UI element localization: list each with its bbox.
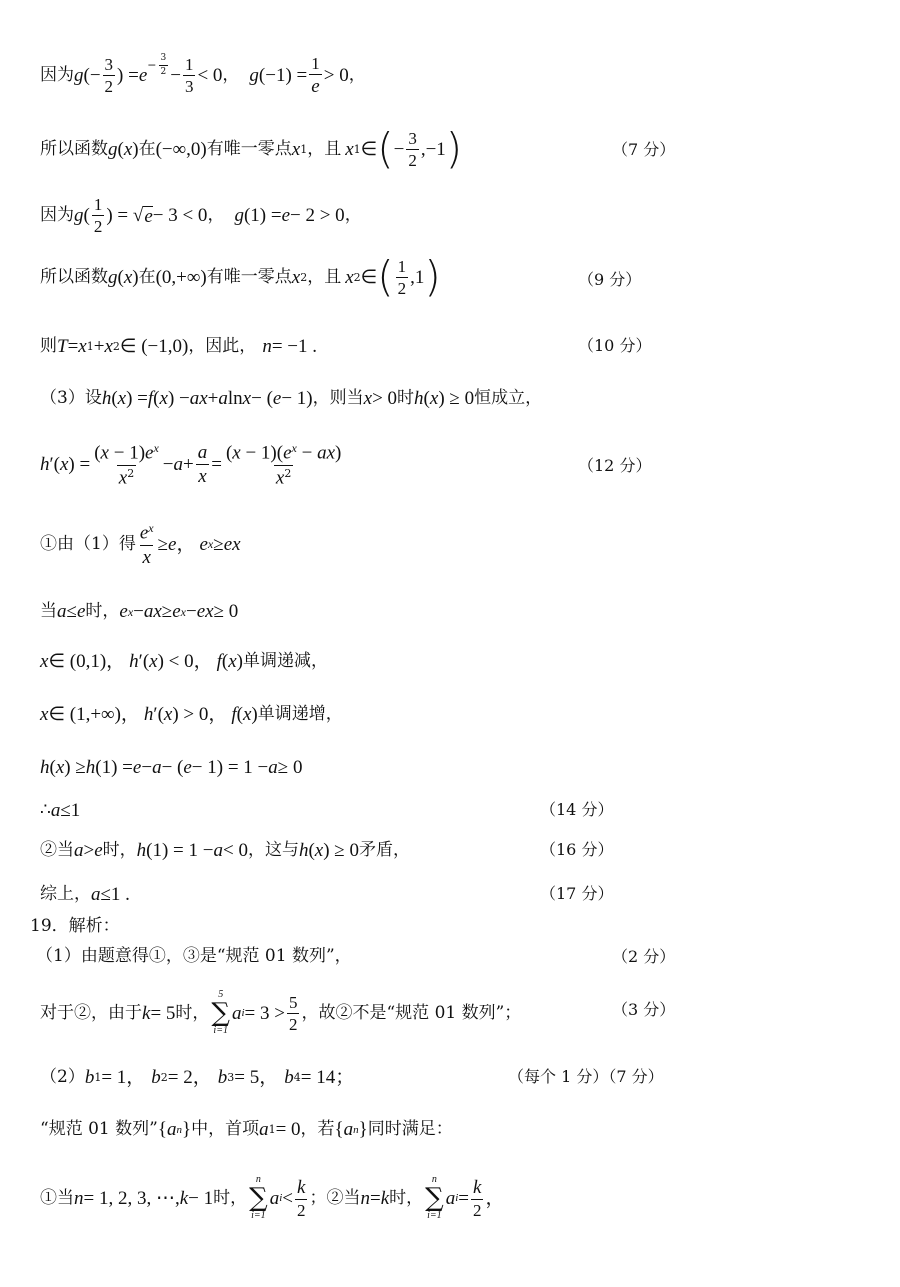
text: 同时满足： — [367, 1119, 453, 1139]
text: ， — [348, 65, 366, 85]
line-13: ∴ a ≤1 — [40, 800, 81, 821]
text: 19．解析： — [30, 916, 120, 936]
line-3: 因为 g ( $\frac{1}{2}$ ) = √ e − 3 < 0 ， g (1) = e − 2 > 0 ， — [40, 195, 362, 236]
text: 所以函数 — [40, 138, 108, 159]
score-9: （9 分） — [578, 270, 642, 289]
score-3: （3 分） — [612, 1000, 676, 1019]
text: ②当 — [40, 840, 74, 860]
line-9: 当 a ≤ e 时， e x − ax ≥ e x − ex ≥ 0 — [40, 601, 239, 622]
text: ，则当 — [312, 388, 364, 408]
text: 因为 — [40, 65, 74, 85]
line-4: 所以函数 g ( x ) 在 (0,+∞) 有唯一零点 x 2 ，且 x 2 ∈ ( $\frac{1}{2}$ ,1 ) — [40, 252, 441, 301]
score-10: （10 分） — [578, 336, 652, 355]
text: ，这与 — [247, 840, 299, 860]
line-2: 所以函数 g ( x ) 在 (−∞,0) 有唯一零点 x 1 ，且 x 1 ∈ ( − $\frac{3}{2}$ ,−1 ) — [40, 124, 463, 173]
text: 单调递增， — [257, 704, 343, 724]
text: 恒成立， — [474, 388, 543, 408]
text: 中，首项 — [191, 1119, 260, 1139]
text: （1）由题意得①，③是“规范 01 数列”， — [36, 946, 352, 966]
line-6: （3）设 h ( x ) = f ( x ) − ax + a ln x − ( e − 1) ，则当 x > 0 时 h ( x ) ≥ 0 恒成立， — [40, 388, 543, 409]
score-16: （16 分） — [540, 840, 614, 859]
score-2: （2 分） — [612, 947, 676, 966]
text: 有唯一零点 — [206, 266, 292, 287]
text: ①由（1）得 — [40, 533, 136, 554]
text: ①当 — [40, 1187, 74, 1208]
text: 对于②，由于 — [40, 1002, 142, 1023]
line-8: ①由（1）得 $\frac{e^x}{x}$ ≥ e ， e x ≥ ex — [40, 521, 241, 568]
line-1: 因为 g (− $\frac{3}{2}$ ) = e $^{- \frac{3}{2}}$ − $\frac{1}{3}$ < 0 ， g (−1) = $\frac{1}{e}$ > 0 ， — [40, 53, 366, 97]
score-each: （每个 1 分）（7 分） — [508, 1067, 664, 1086]
line-11: x ∈ (1,+∞)， h ′( x ) > 0， f ( x ) 单调递增， — [40, 704, 343, 725]
text: 所以函数 — [40, 266, 108, 287]
score-7: （7 分） — [612, 140, 676, 159]
text: 单调递减， — [243, 651, 328, 671]
text: 在 — [138, 138, 156, 159]
text: （3）设 — [40, 388, 102, 408]
line-17 — [36, 948, 352, 965]
line-15: 综上， a ≤1 . — [40, 884, 130, 905]
text: 时 — [397, 388, 415, 408]
text: ，若 — [300, 1119, 335, 1139]
line-14: ②当 a > e 时， h (1) = 1 − a < 0 ，这与 h ( x ) ≥ 0 矛盾， — [40, 840, 410, 861]
text: 因为 — [40, 205, 74, 225]
text: 综上， — [40, 884, 91, 904]
line-12: h ( x ) ≥ h (1) = e − a − ( e − 1) = 1 − a ≥ 0 — [40, 757, 303, 778]
score-17: （17 分） — [540, 884, 614, 903]
text: 有唯一零点 — [206, 138, 292, 159]
text: “规范 01 数列” — [40, 1119, 158, 1139]
score-12: （12 分） — [578, 456, 652, 475]
line-18: 对于②，由于 k = 5 时， 5 ∑ i=1 a i = 3 > $\frac{5}{2}$ ，故②不是“规范 01 数列”； — [40, 989, 522, 1036]
text: ，且 — [307, 266, 342, 287]
text: 矛盾， — [359, 840, 410, 860]
text: （2） — [40, 1067, 85, 1087]
text: ， — [344, 205, 362, 225]
score-14: （14 分） — [540, 800, 614, 819]
line-19: （2） b 1 = 1， b 2 = 2， b 3 = 5， b 4 = 14； — [40, 1067, 355, 1088]
text: ， — [207, 205, 225, 225]
text: 时， — [213, 1187, 248, 1208]
text: ， — [222, 65, 240, 85]
line-10: x ∈ (0,1)， h ′( x ) < 0， f ( x ) 单调递减， — [40, 651, 328, 672]
line-16 — [30, 918, 120, 935]
text: ∴ — [40, 800, 51, 820]
text: ，且 — [307, 138, 342, 159]
text: 当 — [40, 601, 57, 621]
text: 在 — [138, 266, 156, 287]
text: ，因此， — [188, 336, 257, 356]
line-5: 则 T = x 1 + x 2 ∈ (−1,0) ，因此， n = −1 . — [40, 336, 317, 357]
text: 时， — [102, 840, 137, 860]
text: 时， — [389, 1187, 424, 1208]
text: 时， — [175, 1002, 210, 1023]
text: ，故②不是“规范 01 数列”； — [301, 1002, 522, 1023]
text: 则 — [40, 336, 57, 356]
text: 时， — [85, 601, 120, 621]
line-20: “规范 01 数列” { a n } 中，首项 a 1 = 0 ，若 { a n } 同时满足： — [40, 1119, 453, 1140]
text: ；②当 — [309, 1187, 361, 1208]
line-7: h ′( x ) = $\frac{(x - 1)e^x}{x^2}$ − a + $\frac{a}{x}$ = $\frac{(x - 1)(e^x - ax)}{x^2}$ — [40, 441, 342, 489]
line-21: ①当 n = 1, 2, 3, ⋯, k − 1 时， n ∑ i=1 a i < $\frac{k}{2}$ ；②当 n = k 时， n ∑ i=1 a i = $\frac{k}{2}$ ， — [40, 1174, 505, 1221]
